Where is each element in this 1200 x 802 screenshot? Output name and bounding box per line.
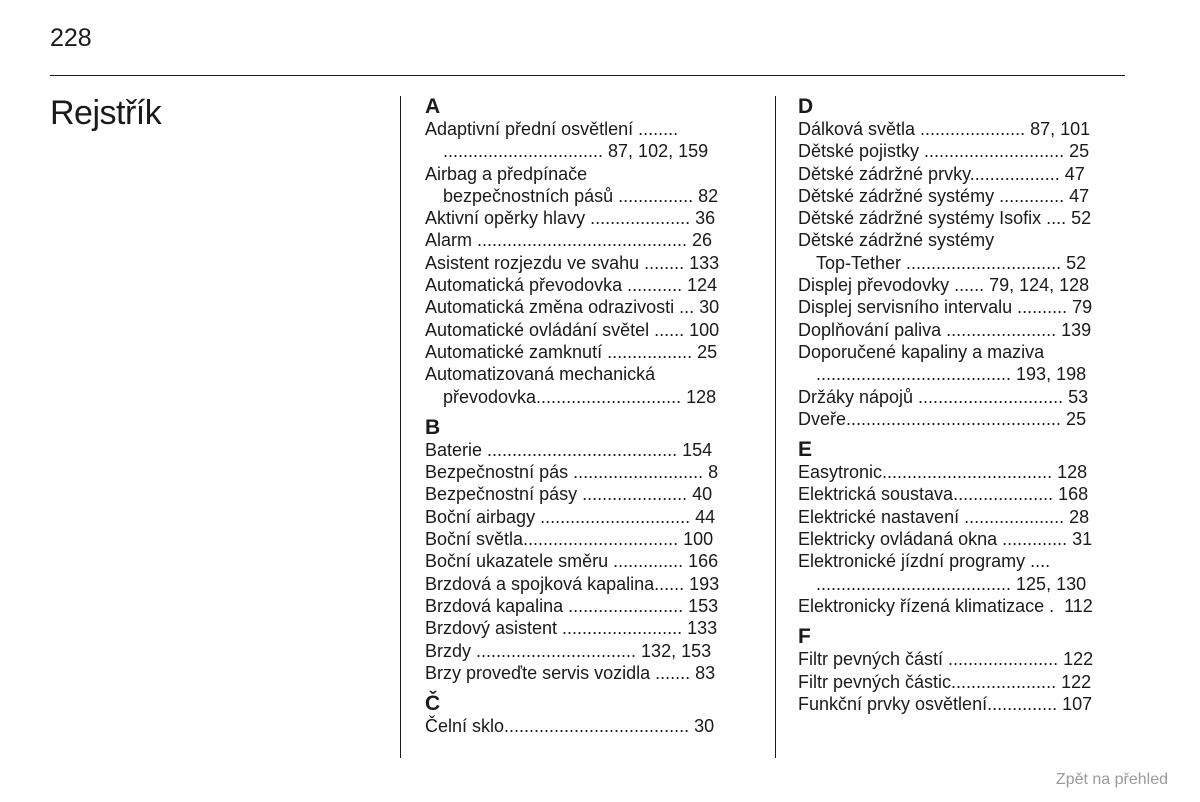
index-entry-continuation: ....................................... 125, 130	[816, 573, 1087, 594]
index-entry-text: Easytronic.................................. 128	[798, 462, 1088, 483]
index-entry[interactable]	[425, 118, 777, 163]
index-entry-text: Brzdový asistent ........................ 133	[425, 618, 718, 639]
index-column-left	[400, 96, 777, 758]
index-entry-text: Funkční prvky osvětlení.............. 107	[798, 693, 1093, 714]
index-entry-text: Elektronické jízdní programy ....	[798, 551, 1051, 572]
index-entry[interactable]	[798, 550, 1150, 595]
index-entry-text: Automatická převodovka ........... 124	[425, 275, 718, 296]
index-entry[interactable]	[798, 341, 1150, 386]
index-entry-continuation: bezpečnostních pásů ............... 82	[443, 185, 719, 206]
back-to-overview-link[interactable]: Zpět na přehled	[1055, 771, 1168, 788]
index-letter-heading: Č	[425, 692, 441, 716]
index-entry-text: Boční světla............................... 100	[425, 529, 714, 550]
index-entry-text: Dětské zádržné systémy	[798, 230, 995, 251]
index-entry[interactable]	[425, 439, 777, 461]
index-entry[interactable]	[798, 693, 1150, 715]
index-entry[interactable]	[798, 461, 1150, 483]
index-entry[interactable]	[425, 252, 777, 274]
index-entry-text: Brzdová kapalina ....................... 153	[425, 595, 719, 616]
index-entry-continuation: ................................ 87, 102, 159	[443, 141, 709, 162]
index-entry[interactable]	[425, 363, 777, 408]
index-entry-text: Automatické zamknutí ................. 25	[425, 341, 718, 362]
index-entry[interactable]	[425, 528, 777, 550]
index-letter-heading: D	[798, 95, 814, 118]
index-entry[interactable]	[798, 296, 1150, 318]
index-entry-text: Automatizovaná mechanická	[425, 364, 656, 385]
index-entry[interactable]	[425, 640, 777, 662]
index-entry-text: Displej převodovky ...... 79, 124, 128	[798, 275, 1090, 296]
index-entry-text: Boční ukazatele směru .............. 166	[425, 551, 719, 572]
index-entry[interactable]	[798, 118, 1150, 140]
index-entry[interactable]	[425, 506, 777, 528]
index-entry[interactable]	[425, 715, 777, 737]
index-entry[interactable]	[798, 319, 1150, 341]
index-entry[interactable]	[798, 671, 1150, 693]
index-entry[interactable]	[798, 408, 1150, 430]
index-entry-text: Filtr pevných částic..................... 122	[798, 671, 1092, 692]
index-entry-text: Boční airbagy .............................. 44	[425, 506, 716, 527]
index-entry-text: Adaptivní přední osvětlení ........	[425, 119, 679, 139]
index-entry-text: Filtr pevných částí ...................... 122	[798, 649, 1094, 670]
index-entry-text: Dveře........................................... 25	[798, 408, 1087, 429]
index-entry[interactable]	[425, 550, 777, 572]
index-entry-text: Doplňování paliva ...................... 139	[798, 319, 1092, 340]
index-entry-text: Dětské zádržné prvky.................. 47	[798, 163, 1085, 184]
index-entry[interactable]	[798, 386, 1150, 408]
index-entry-text: Automatické ovládání světel ...... 100	[425, 319, 720, 340]
index-entry-text: Brzy proveďte servis vozidla ....... 83	[425, 662, 716, 683]
index-entry-text: Displej servisního intervalu .......... 79	[798, 297, 1093, 318]
index-entry[interactable]	[425, 573, 777, 595]
index-entry[interactable]	[425, 319, 777, 341]
index-entry[interactable]	[425, 274, 777, 296]
index-entry-text: Doporučené kapaliny a maziva	[798, 341, 1045, 362]
index-entry[interactable]	[798, 229, 1150, 274]
index-entry[interactable]	[425, 163, 777, 208]
index-entry-text: Dětské zádržné systémy ............. 47	[798, 185, 1090, 206]
index-entry[interactable]	[425, 341, 777, 363]
index-entry[interactable]	[425, 617, 777, 639]
index-entry[interactable]	[425, 595, 777, 617]
index-entry-text: Elektrické nastavení .................... 28	[798, 506, 1090, 527]
index-entry-text: Aktivní opěrky hlavy .................... 36	[425, 208, 716, 229]
index-entry[interactable]	[798, 163, 1150, 185]
index-entry[interactable]	[798, 140, 1150, 162]
index-entry-text: Baterie ...................................... 154	[425, 439, 713, 460]
page-number: 228	[50, 24, 92, 52]
index-entry-text: Držáky nápojů ............................. 53	[798, 386, 1089, 407]
index-entry-continuation: převodovka............................. 128	[443, 386, 717, 407]
index-entry[interactable]	[425, 296, 777, 318]
index-entry-text: Bezpečnostní pásy ..................... 40	[425, 484, 713, 505]
index-entry[interactable]	[425, 461, 777, 483]
index-entry-text: Čelní sklo..................................... 30	[425, 716, 715, 737]
index-entry[interactable]	[798, 185, 1150, 207]
index-entry[interactable]	[798, 483, 1150, 505]
index-entry-text: Bezpečnostní pás .......................... 8	[425, 462, 719, 483]
page-title: Rejstřík	[50, 94, 162, 132]
index-entry-text: Automatická změna odrazivosti ... 30	[425, 297, 720, 318]
index-entry-text: Brzdová a spojková kapalina...... 193	[425, 573, 720, 594]
index-entry-continuation: Top-Tether ............................... 52	[816, 252, 1087, 273]
index-entry[interactable]	[798, 528, 1150, 550]
index-letter-heading: E	[798, 438, 813, 462]
index-entry[interactable]	[798, 648, 1150, 670]
index-entry-text: Dětské pojistky ............................ 25	[798, 141, 1090, 162]
index-entry-text: Airbag a předpínače	[425, 163, 588, 184]
index-entry-text: Alarm .......................................... 26	[425, 230, 713, 251]
index-entry-text: Elektricky ovládaná okna ............. 31	[798, 529, 1093, 550]
index-entry-text: Elektrická soustava.................... 168	[798, 484, 1089, 505]
index-letter-heading: F	[798, 625, 811, 649]
index-entry[interactable]	[425, 207, 777, 229]
index-entry[interactable]	[798, 207, 1150, 229]
index-letter-heading: B	[425, 415, 441, 439]
index-column-right	[775, 96, 1150, 758]
index-entry[interactable]	[798, 506, 1150, 528]
index-entry-continuation: ....................................... 193, 198	[816, 364, 1087, 385]
index-entry-text: Brzdy ................................ 132, 153	[425, 640, 712, 661]
index-entry-text: Dětské zádržné systémy Isofix .... 52	[798, 208, 1092, 229]
header-rule	[50, 75, 1125, 76]
index-entry-text: Dálková světla ..................... 87, 101	[798, 119, 1091, 139]
index-entry[interactable]	[798, 595, 1150, 617]
index-entry-text: Elektronicky řízená klimatizace . 112	[798, 595, 1093, 616]
index-entry-text: Asistent rozjezdu ve svahu ........ 133	[425, 252, 720, 273]
index-entry[interactable]	[425, 229, 777, 251]
index-letter-heading: A	[425, 95, 441, 118]
index-entry[interactable]	[798, 274, 1150, 296]
index-entry[interactable]	[425, 662, 777, 684]
index-entry[interactable]	[425, 483, 777, 505]
